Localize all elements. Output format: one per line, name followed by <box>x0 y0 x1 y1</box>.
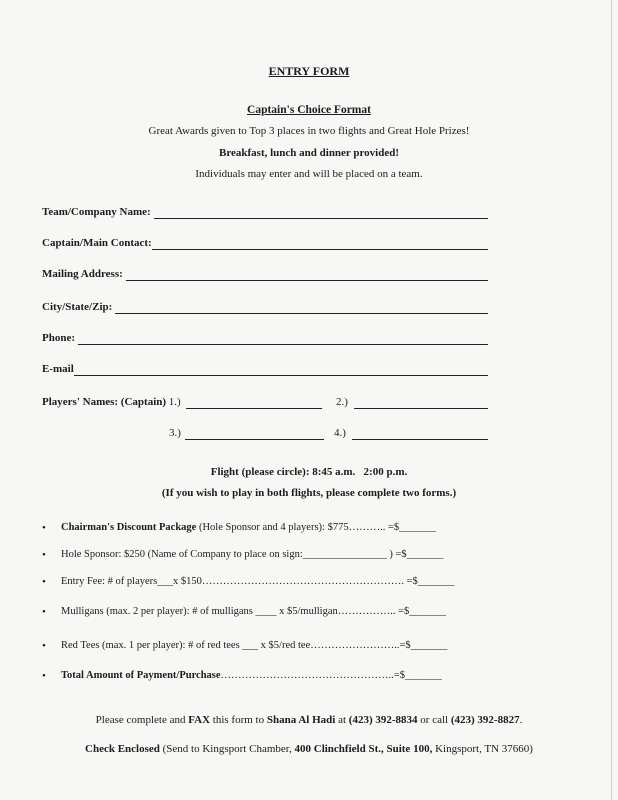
player-1-line[interactable] <box>186 408 322 409</box>
city-state-zip-label: City/State/Zip: <box>42 301 113 313</box>
players-row-1 <box>42 396 181 408</box>
fax-instructions <box>0 714 618 726</box>
phone-line[interactable] <box>78 344 488 345</box>
bullet-6: • <box>42 670 46 682</box>
total-payment-item <box>61 670 442 681</box>
form-subtitle: Captain's Choice Format <box>247 104 371 116</box>
flight-note: (If you wish to play in both flights, please complete two forms.) <box>161 487 457 499</box>
bullet-2: • <box>42 549 46 561</box>
total-payment-label: Total Amount of Payment/Purchase <box>61 670 221 681</box>
player-3-line[interactable] <box>185 439 324 440</box>
player-4-number: 4.) <box>334 427 346 439</box>
phone-label: Phone: <box>42 332 75 344</box>
mulligans-item: Mulligans (max. 2 per player): # of mulligans ____ x $5/mulligan…………….. =$_______ <box>61 606 447 617</box>
fax-text-1: Please complete and <box>95 714 189 726</box>
chairman-package-item <box>61 522 436 533</box>
contact-name: Shana Al Hadi <box>266 714 336 726</box>
total-payment-detail: …………………………………………..=$_______ <box>220 670 442 681</box>
fax-text-3: at <box>335 714 349 726</box>
red-tees-item: Red Tees (max. 1 per player): # of red tees ___ x $5/red tee……………………..=$_______ <box>61 640 448 651</box>
player-1-number: 1.) <box>168 396 181 408</box>
player-2-number: 2.) <box>336 396 348 408</box>
chairman-package-detail: (Hole Sponsor and 4 players): $775……….. =$_______ <box>196 522 436 533</box>
email-line[interactable] <box>74 375 488 376</box>
check-instructions <box>0 743 618 755</box>
team-name-label: Team/Company Name: <box>42 206 151 218</box>
entry-fee-item: Entry Fee: # of players___x $150…………………………………………………. =$_______ <box>61 576 455 587</box>
captain-line[interactable] <box>152 249 488 250</box>
chamber-street-address: 400 Clinchfield St., Suite 100, <box>294 743 433 755</box>
meals-line: Breakfast, lunch and dinner provided! <box>218 147 400 159</box>
bullet-5: • <box>42 640 46 652</box>
bullet-4: • <box>42 606 46 618</box>
bullet-1: • <box>42 522 46 534</box>
mailing-address-label: Mailing Address: <box>42 268 123 280</box>
chairman-package-label: Chairman's Discount Package <box>61 522 197 533</box>
page-edge <box>611 0 612 800</box>
fax-number: (423) 392-8834 <box>348 714 418 726</box>
check-text-1: (Send to Kingsport Chamber, <box>159 743 295 755</box>
city-state-zip-line[interactable] <box>115 313 488 314</box>
individuals-line: Individuals may enter and will be placed on a team. <box>195 168 423 180</box>
players-label: Players' Names: (Captain) <box>42 396 167 408</box>
awards-line: Great Awards given to Top 3 places in two flights and Great Hole Prizes! <box>148 125 470 137</box>
team-name-line[interactable] <box>154 218 488 219</box>
fax-keyword: FAX <box>188 714 211 726</box>
mailing-address-line[interactable] <box>126 280 488 281</box>
captain-label: Captain/Main Contact: <box>42 237 152 249</box>
flight-line <box>0 466 618 478</box>
flight-times[interactable]: 8:45 a.m. 2:00 p.m. <box>312 466 408 478</box>
phone-number: (423) 392-8827 <box>450 714 520 726</box>
fax-text-2: this form to <box>210 714 267 726</box>
email-label: E-mail <box>42 363 74 375</box>
check-text-2: Kingsport, TN 37660) <box>432 743 533 755</box>
player-2-line[interactable] <box>354 408 488 409</box>
form-title: ENTRY FORM <box>268 64 350 78</box>
player-3-number: 3.) <box>169 427 181 439</box>
check-enclosed-label: Check Enclosed <box>85 743 160 755</box>
player-4-line[interactable] <box>352 439 488 440</box>
hole-sponsor-item: Hole Sponsor: $250 (Name of Company to place on sign:________________ ) =$_______ <box>61 549 444 560</box>
flight-label: Flight (please circle): <box>210 466 310 478</box>
fax-text-5: . <box>519 714 523 726</box>
fax-text-4: or call <box>417 714 451 726</box>
bullet-3: • <box>42 576 46 588</box>
